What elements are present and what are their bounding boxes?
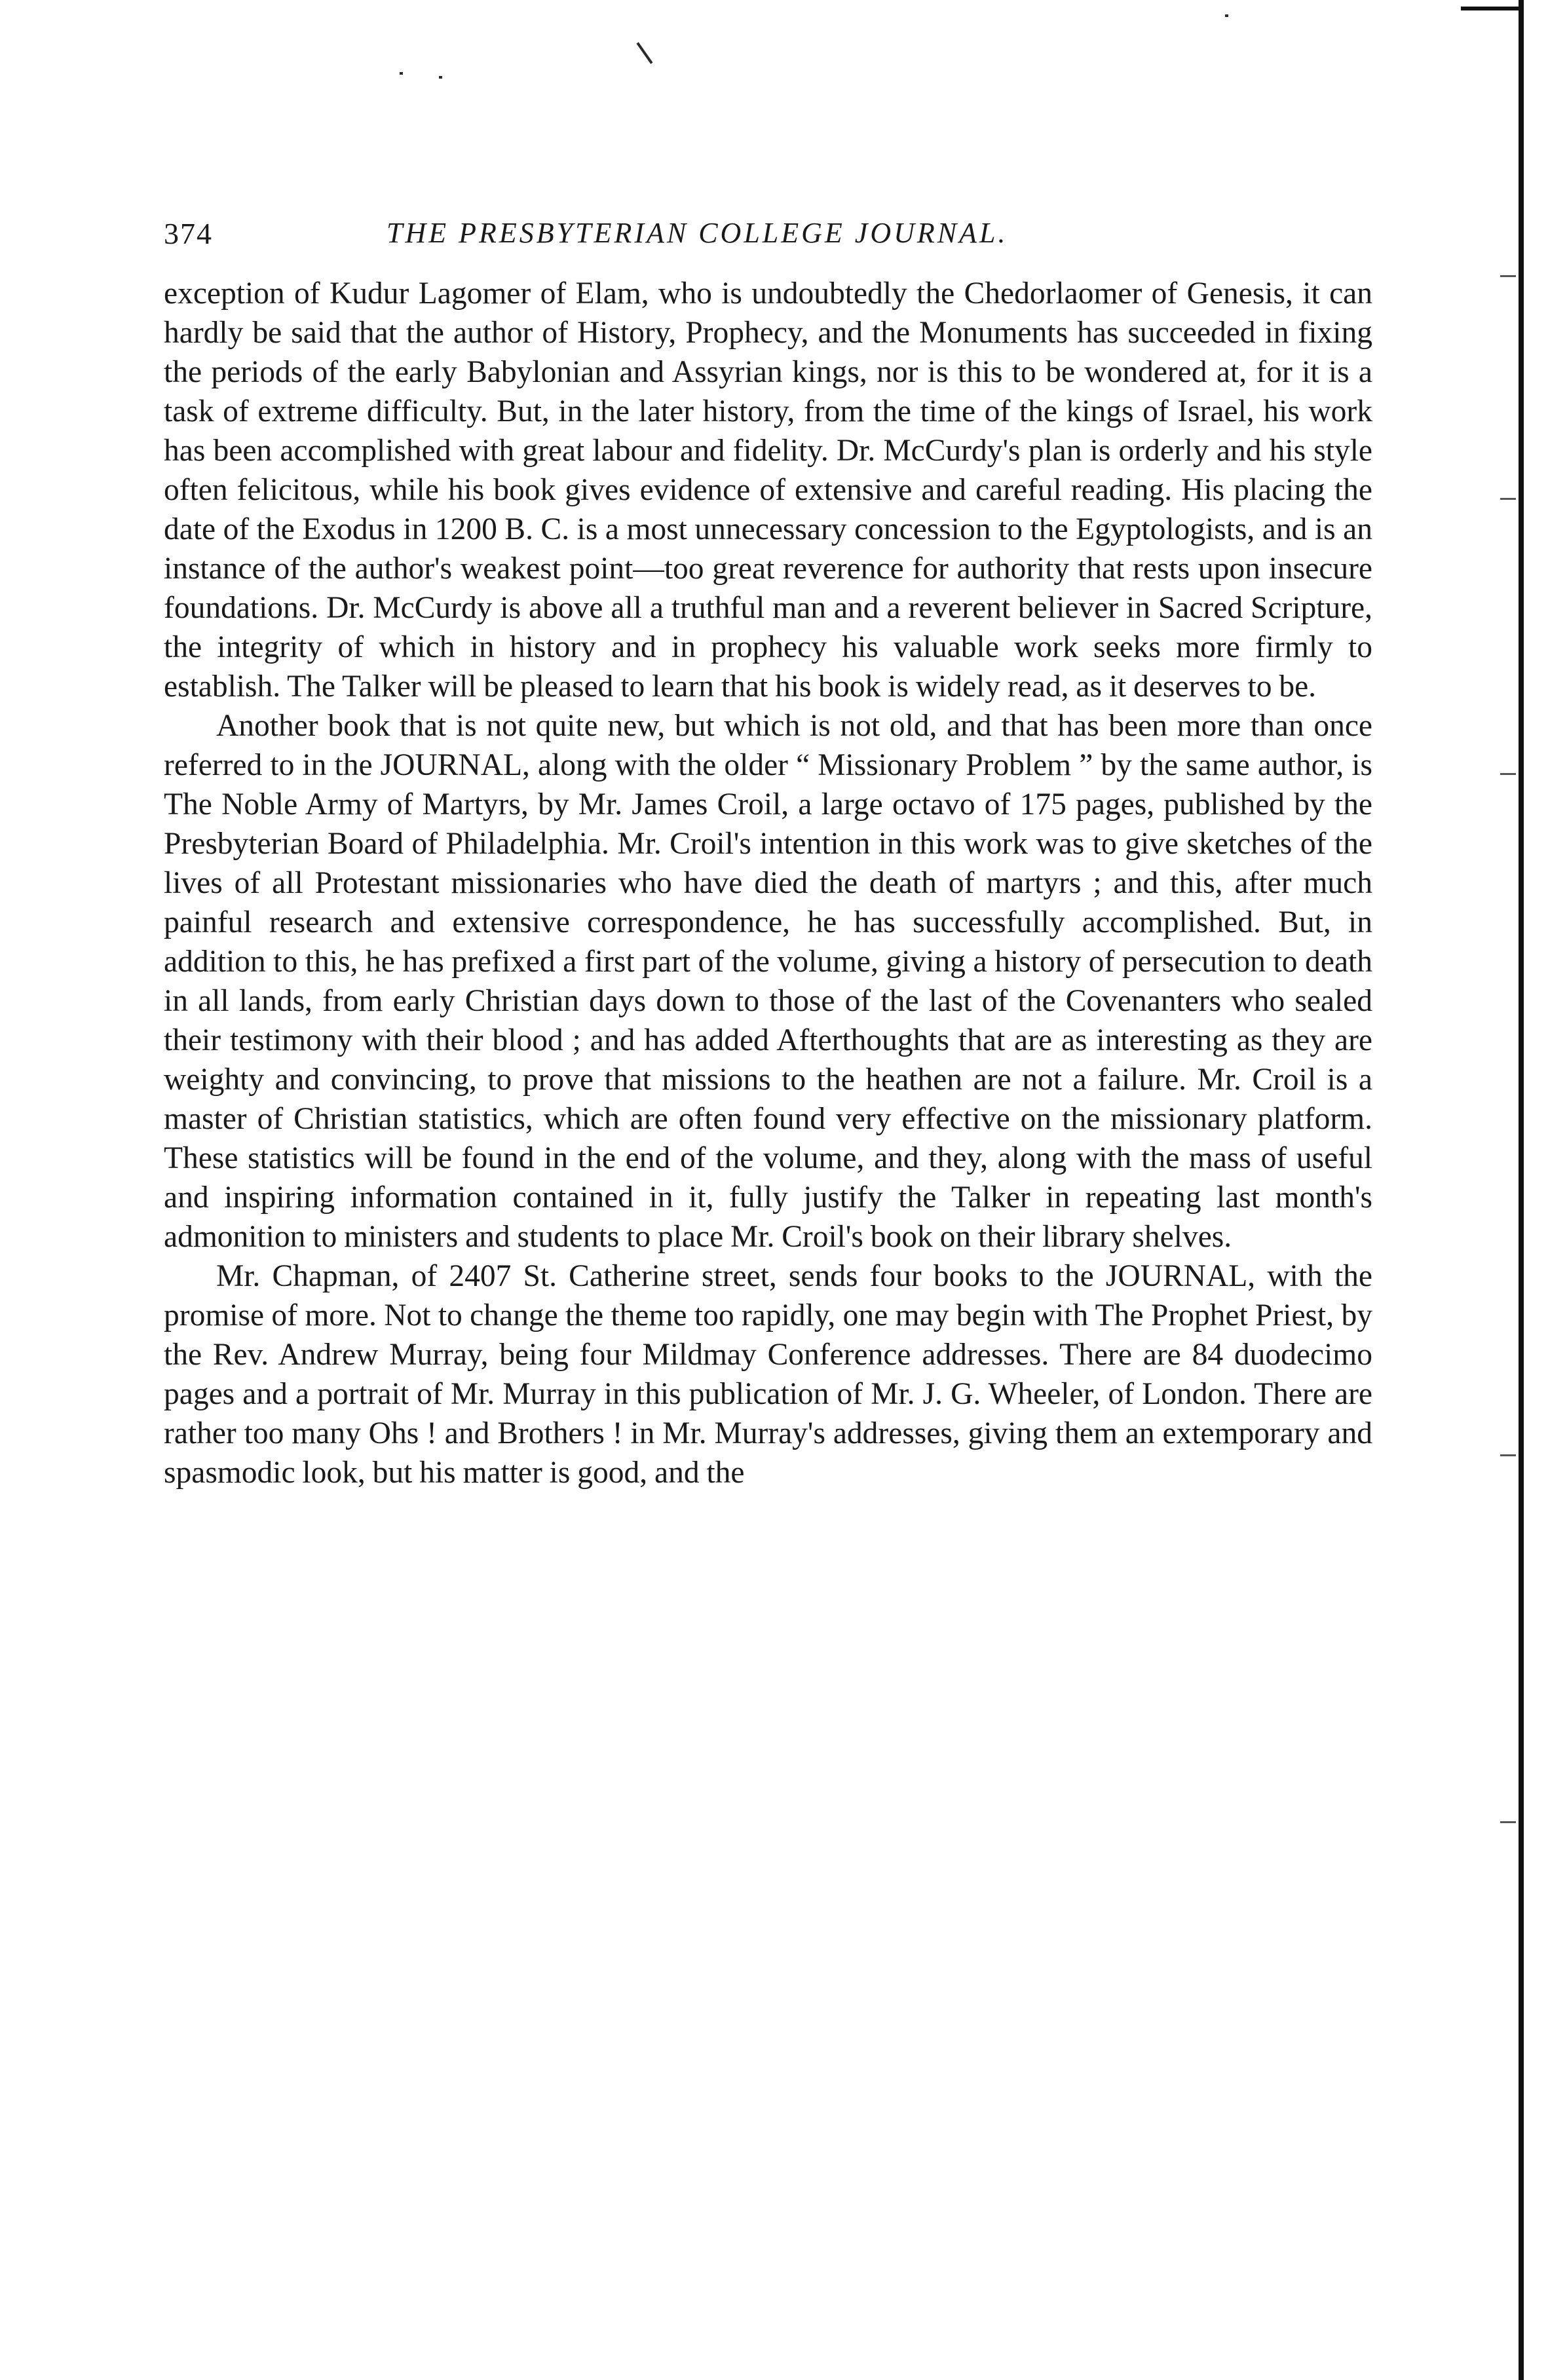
edge-speck [1500,1821,1516,1823]
page-edge [1519,0,1524,2380]
edge-speck [1500,1454,1516,1456]
edge-speck [1500,275,1516,277]
body-text [164,274,1372,1492]
scan-speck [400,72,403,75]
paragraph: Another book that is not quite new, but which is not old, and that has been more than once referred to in the JOURNAL, along with the older “ Missionary Problem ” by the same author, is The Noble Army of Martyrs, by Mr. James Croil, a large octavo of 175 pages, published by the Presbyterian Board of Philadelphia. Mr. Croil's intention in this work was to give sketches of the lives of all Protestant missionaries who have died the death of martyrs ; and this, after much painful research and extensive correspondence, he has successfully accomplished. But, in addition to this, he has prefixed a first part of the volume, giving a history of persecution to death in all lands, from early Christian days down to those of the last of the Covenanters who sealed their testimony with their blood ; and has added Afterthoughts that are as interesting as they are weighty and convincing, to prove that missions to the heathen are not a failure. Mr. Croil is a master of Christian statistics, which are often found very effective on the missionary platform. These statistics will be found in the end of the volume, and they, along with the mass of useful and inspiring information contained in it, fully justify the Talker in repeating last month's admonition to ministers and students to place Mr. Croil's book on their library shelves. [164,709,1372,1254]
paragraph: exception of Kudur Lagomer of Elam, who is undoubtedly the Chedorlaomer of Genesis, it can hardly be said that the author of History, Prophecy, and the Monuments has succeeded in fixing the periods of the early Babylonian and Assyrian kings, nor is this to be wondered at, for it is a task of extreme difficulty. But, in the later history, from the time of the kings of Israel, his work has been accomplished with great labour and fidelity. Dr. McCurdy's plan is orderly and his style often felicitous, while his book gives evidence of extensive and careful reading. His placing the date of the Exodus in 1200 B. C. is a most unnecessary concession to the Egyptologists, and is an instance of the author's weakest point—too great reverence for authority that rests upon insecure foundations. Dr. McCurdy is above all a truthful man and a reverent believer in Sacred Scripture, the integrity of which in history and in prophecy his valuable work seeks more firmly to establish. The Talker will be pleased to learn that his book is widely read, as it deserves to be. [164,276,1372,704]
scan-speck [1225,14,1228,17]
scan-mark [636,42,652,64]
page-header [164,216,1382,262]
paragraph: Mr. Chapman, of 2407 St. Catherine street, sends four books to the JOURNAL, with the promise of more. Not to change the theme too rapidly, one may begin with The Prophet Priest, by the Rev. Andrew Murray, being four Mildmay Conference addresses. There are 84 duodecimo pages and a portrait of Mr. Murray in this publication of Mr. J. G. Wheeler, of London. There are rather too many Ohs ! and Brothers ! in Mr. Murray's addresses, giving them an extemporary and spasmodic look, but his matter is good, and the [164,1259,1372,1490]
edge-speck [1500,498,1516,500]
running-head: THE PRESBYTERIAN COLLEGE JOURNAL. [387,217,1008,249]
scan-speck [439,76,442,79]
edge-speck [1500,773,1516,775]
page-edge-top [1461,7,1524,10]
page-number: 374 [164,217,213,250]
